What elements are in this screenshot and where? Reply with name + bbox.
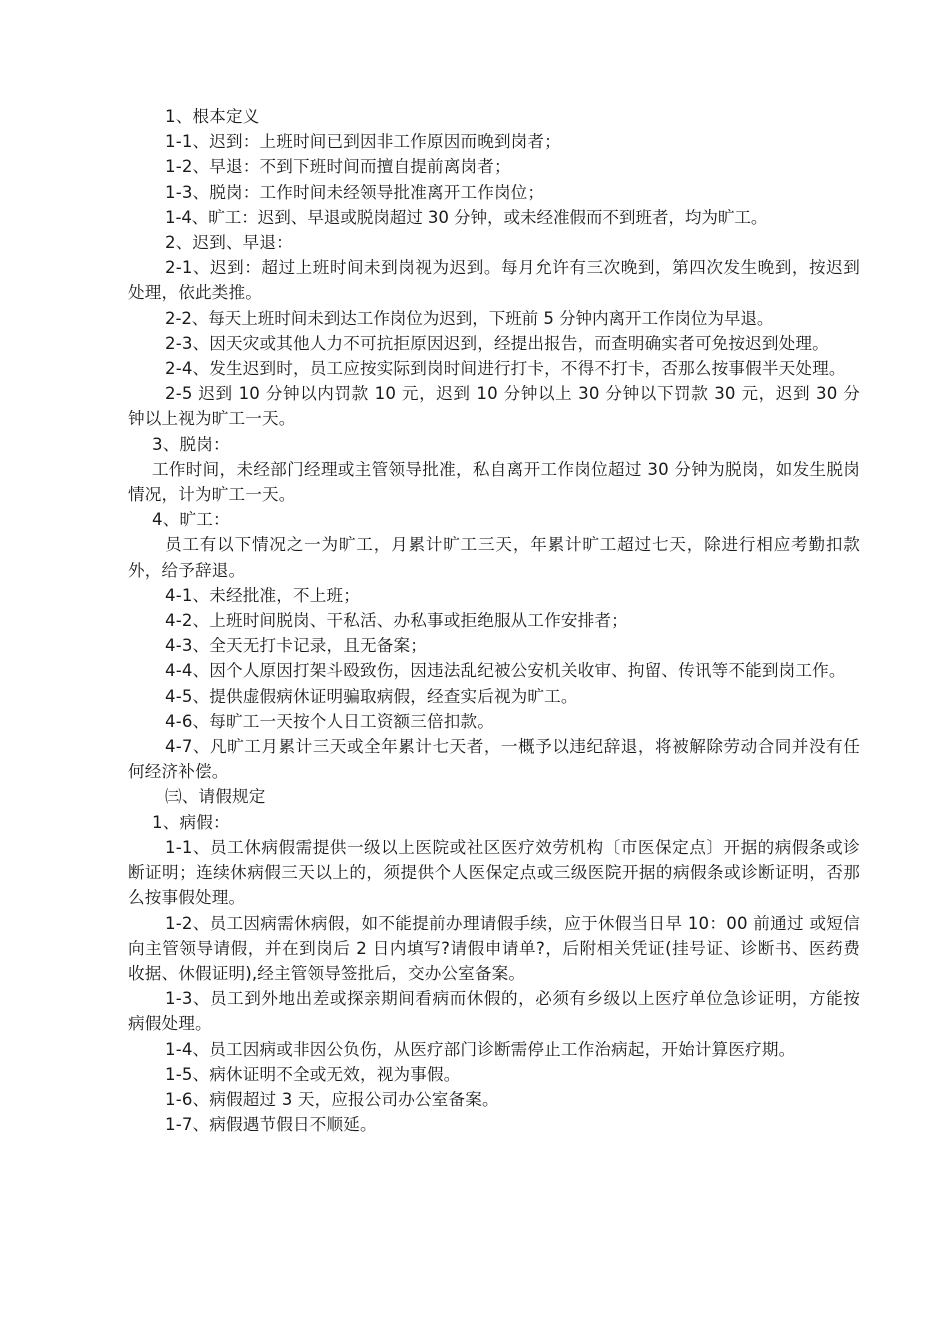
- section-heading: ㈢、请假规定: [165, 787, 266, 807]
- paragraph: 1-3、员工到外地出差或探亲期间看病而休假的，必须有乡级以上医疗单位急诊证明，方能按病假处理。: [128, 989, 860, 1034]
- paragraph: 员工有以下情况之一为旷工，月累计旷工三天，年累计旷工超过七天，除进行相应考勤扣款外，给予辞退。: [128, 535, 860, 580]
- paragraph: 1-4、旷工：迟到、早退或脱岗超过 30 分钟，或未经准假而不到班者，均为旷工。: [165, 207, 768, 227]
- section-heading: 1、病假：: [152, 812, 230, 832]
- paragraph: 2-2、每天上班时间未到达工作岗位为迟到，下班前 5 分钟内离开工作岗位为早退。: [165, 308, 774, 328]
- paragraph: 2-3、因天灾或其他人力不可抗拒原因迟到，经提出报告，而查明确实者可免按迟到处理。: [165, 333, 829, 353]
- paragraph: 4-5、提供虚假病休证明骗取病假，经查实后视为旷工。: [165, 686, 578, 706]
- paragraph: 2-1、迟到：超过上班时间未到岗视为迟到。每月允许有三次晚到，第四次发生晚到，按迟到处理，依此类推。: [128, 258, 860, 303]
- paragraph: 4-6、每旷工一天按个人日工资额三倍扣款。: [165, 711, 494, 731]
- paragraph: 4-7、凡旷工月累计三天或全年累计七天者，一概予以违纪辞退，将被解除劳动合同并没有任何经济补偿。: [128, 737, 860, 782]
- paragraph: 工作时间，未经部门经理或主管领导批准，私自离开工作岗位超过 30 分钟为脱岗，如发生脱岗情况，计为旷工一天。: [128, 459, 860, 505]
- paragraph: 1-1、迟到：上班时间已到因非工作原因而晚到岗者；: [165, 132, 561, 152]
- paragraph: 1-3、脱岗：工作时间未经领导批准离开工作岗位；: [165, 182, 545, 202]
- paragraph: 1-5、病休证明不全或无效，视为事假。: [165, 1064, 461, 1084]
- paragraph: 4-3、全天无打卡记录，且无备案；: [165, 636, 427, 656]
- section-heading: 4、旷工：: [152, 510, 230, 530]
- paragraph: 1-2、员工因病需休病假，如不能提前办理请假手续，应于休假当日早 10：00 前通过 或短信向主管领导请假，并在到岗后 2 日内填写?请假申请单?，后附相关凭证(挂号证、诊断书、医药费收据、休假证明),经主管领导签批后，交办公室备案。: [128, 913, 860, 983]
- section-heading: 2、迟到、早退：: [165, 233, 293, 253]
- paragraph: 1-4、员工因病或非因公负伤，从医疗部门诊断需停止工作治病起，开始计算医疗期。: [165, 1039, 796, 1059]
- paragraph: 1-7、病假遇节假日不顺延。: [165, 1115, 377, 1135]
- paragraph: 4-2、上班时间脱岗、干私活、办私事或拒绝服从工作安排者；: [165, 611, 628, 631]
- paragraph: 2-5 迟到 10 分钟以内罚款 10 元，迟到 10 分钟以上 30 分钟以下罚款 30 元，迟到 30 分钟以上视为旷工一天。: [128, 384, 860, 429]
- paragraph: 1-6、病假超过 3 天，应报公司办公室备案。: [165, 1089, 499, 1109]
- section-heading: 3、脱岗：: [152, 434, 230, 454]
- document-body: [128, 104, 860, 1137]
- paragraph: 1-1、员工休病假需提供一级以上医院或社区医疗效劳机构〔市医保定点〕开据的病假条或诊断证明；连续休病假三天以上的，须提供个人医保定点或三级医院开据的病假条或诊断证明，否那么按事假处理。: [128, 837, 860, 908]
- paragraph: 4-4、因个人原因打架斗殴致伤，因违法乱纪被公安机关收审、拘留、传讯等不能到岗工作。: [165, 661, 846, 681]
- paragraph: 2-4、发生迟到时，员工应按实际到岗时间进行打卡，不得不打卡，否那么按事假半天处理。: [165, 359, 846, 379]
- paragraph: 1-2、早退：不到下班时间而擅自提前离岗者；: [165, 157, 511, 177]
- paragraph: 4-1、未经批准，不上班；: [165, 585, 360, 605]
- section-heading: 1、根本定义: [165, 107, 260, 126]
